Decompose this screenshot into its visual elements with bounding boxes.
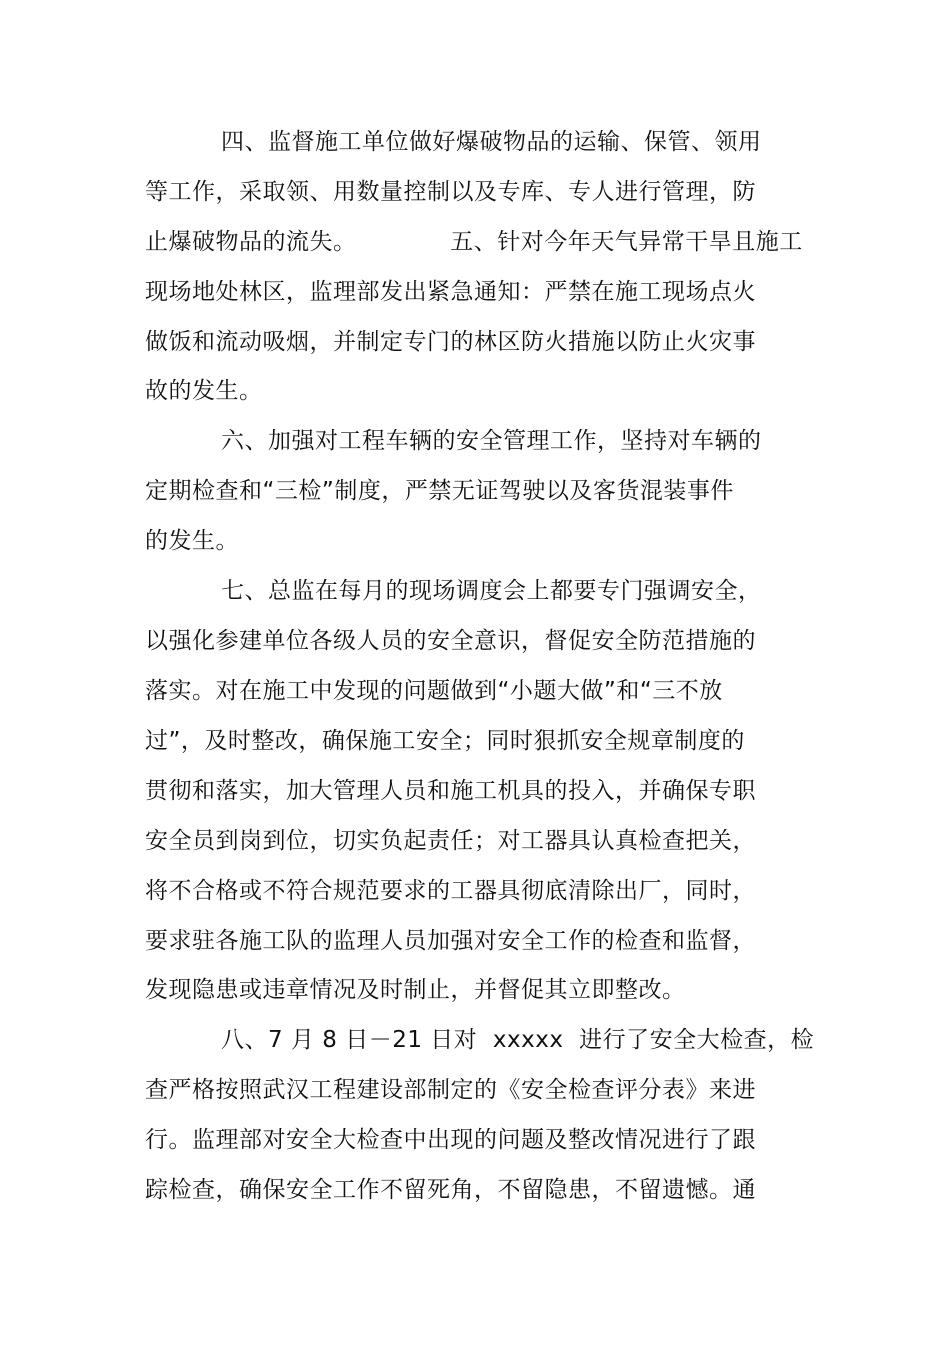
text-line: 四、监督施工单位做好爆破物品的运输、保管、领用 (221, 129, 762, 155)
text-line: 六、加强对工程车辆的安全管理工作，坚持对车辆的 (221, 428, 762, 454)
text-line: 要求驻各施工队的监理人员加强对安全工作的检查和监督， (145, 928, 756, 954)
text-line: 的发生。 (145, 528, 239, 554)
text-line: 定期检查和“三检”制度，严禁无证驾驶以及客货混装事件 (145, 478, 734, 504)
text-line: 落实。对在施工中发现的问题做到“小题大做”和“三不放 (145, 678, 723, 704)
text-line: 过”，及时整改，确保施工安全；同时狠抓安全规章制度的 (145, 728, 745, 754)
text-line: 等工作，采取领、用数量控制以及专库、专人进行管理，防 (145, 179, 756, 205)
text-line: 将不合格或不符合规范要求的工器具彻底清除出厂，同时， (145, 878, 756, 904)
text-line: 故的发生。 (145, 378, 263, 404)
text-line: 发现隐患或违章情况及时制止，并督促其立即整改。 (145, 977, 686, 1003)
text-line: 八、7 月 8 日－21 日对 xxxxx 进行了安全大检查，检 (221, 1027, 815, 1053)
text-line: 做饭和流动吸烟，并制定专门的林区防火措施以防止火灾事 (145, 329, 756, 355)
text-line: 安全员到岗到位，切实负起责任；对工器具认真检查把关， (145, 828, 756, 854)
text-line: 现场地处林区，监理部发出紧急通知：严禁在施工现场点火 (145, 279, 756, 305)
text-line: 以强化参建单位各级人员的安全意识，督促安全防范措施的 (145, 628, 756, 654)
text-line: 查严格按照武汉工程建设部制定的《安全检查评分表》来进 (145, 1077, 756, 1103)
text-line: 贯彻和落实，加大管理人员和施工机具的投入，并确保专职 (145, 778, 756, 804)
text-line: 止爆破物品的流失。 五、针对今年天气异常干旱且施工 (145, 229, 803, 255)
text-line: 行。监理部对安全大检查中出现的问题及整改情况进行了跟 (145, 1127, 756, 1153)
text-line: 踪检查，确保安全工作不留死角，不留隐患，不留遗憾。通 (145, 1177, 756, 1203)
text-line: 七、总监在每月的现场调度会上都要专门强调安全， (221, 578, 762, 604)
